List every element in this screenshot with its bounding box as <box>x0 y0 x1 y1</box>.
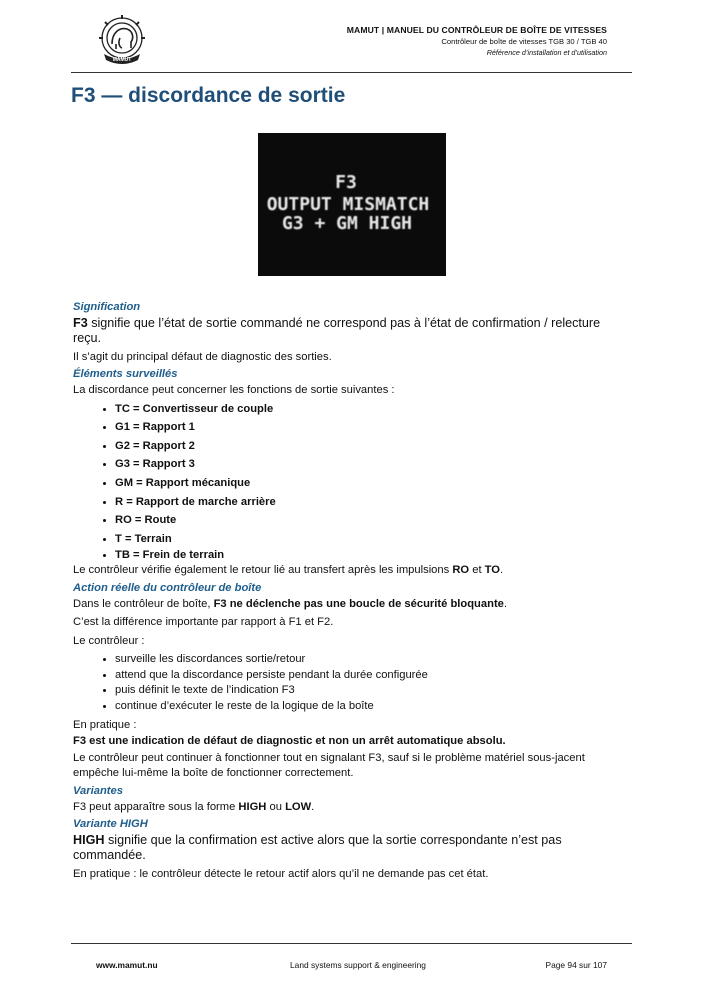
output-function-list <box>73 400 613 564</box>
action-paragraph-6: Le contrôleur peut continuer à fonctionner tout en signalant F3, sauf si le problème matériel sous-jacent empêche lui-même la boîte de fonctionner correctement. <box>73 751 585 780</box>
footer-divider <box>71 943 632 944</box>
action-paragraph-5: F3 est une indication de défaut de diagnostic et non un arrêt automatique absolu. <box>73 735 506 748</box>
action-paragraph-1: Dans le contrôleur de boîte, F3 ne déclenche pas une boucle de sécurité bloquante. <box>73 597 508 610</box>
list-item: • GM = Rapport mécanique <box>115 474 613 493</box>
list-item: • TB = Frein de terrain <box>115 548 613 563</box>
list-item: • attend que la discordance persiste pendant la durée configurée <box>115 668 613 684</box>
svg-text:MAMUT: MAMUT <box>112 57 132 63</box>
section-heading-action: Action réelle du contrôleur de boîte <box>73 581 262 594</box>
action-paragraph-2: C’est la différence importante par rapport à F1 et F2. <box>73 616 334 629</box>
variante-high-paragraph: HIGH signifie que la confirmation est active alors que la sortie correspondante n’est pas commandée. <box>73 832 562 863</box>
action-paragraph-4: En pratique : <box>73 718 137 731</box>
list-item: • TC = Convertisseur de couple <box>115 400 613 419</box>
controller-behaviour-list <box>73 652 613 714</box>
header-divider <box>71 72 632 73</box>
transfer-feedback-note: Le contrôleur vérifie également le retour lié au transfert après les impulsions RO et TO. <box>73 564 504 577</box>
elements-intro: La discordance peut concerner les fonctions de sortie suivantes : <box>73 383 395 396</box>
variante-high-note: En pratique : le contrôleur détecte le retour actif alors qu’il ne demande pas cet état. <box>73 868 489 880</box>
list-item: • T = Terrain <box>115 530 613 549</box>
header-reference: Référence d’installation et d’utilisation <box>486 48 607 57</box>
header-subtitle: Contrôleur de boîte de vitesses TGB 30 / TGB 40 <box>441 37 607 46</box>
footer-page-number: Page 94 sur 107 <box>545 960 607 970</box>
action-paragraph-3: Le contrôleur : <box>73 634 145 647</box>
section-heading-variante-high: Variante HIGH <box>73 818 148 831</box>
controller-display-image <box>258 133 446 276</box>
display-line-3: G3 + GM HIGH <box>281 213 413 234</box>
display-line-1: F3 <box>335 172 357 193</box>
signification-paragraph <box>73 316 613 347</box>
mamut-logo <box>94 14 150 66</box>
list-item: • G3 = Rapport 3 <box>115 455 613 474</box>
signification-note: Il s’agit du principal défaut de diagnostic des sorties. <box>73 350 332 363</box>
signification-text: signifie que l’état de sortie commandé ne correspond pas à l’état de confirmation / relecture reçu. <box>73 315 601 346</box>
footer-website-link[interactable]: www.mamut.nu <box>96 960 158 970</box>
page-header <box>347 25 607 57</box>
list-item: • G1 = Rapport 1 <box>115 418 613 437</box>
list-item: • puis définit le texte de l’indication F3 <box>115 683 613 699</box>
header-title: MAMUT | MANUEL DU CONTRÔLEUR DE BOÎTE DE VITESSES <box>346 25 607 35</box>
list-item: • continue d’exécuter le reste de la logique de la boîte <box>115 699 613 715</box>
list-item: • G2 = Rapport 2 <box>115 437 613 456</box>
variantes-paragraph: F3 peut apparaître sous la forme HIGH ou LOW. <box>73 800 315 813</box>
list-item: • R = Rapport de marche arrière <box>115 493 613 512</box>
section-heading-variantes: Variantes <box>73 785 123 798</box>
page-title: F3 — discordance de sortie <box>71 84 346 107</box>
footer-tagline: Land systems support & engineering <box>290 960 426 970</box>
section-heading-elements: Éléments surveillés <box>73 368 178 381</box>
section-heading-signification: Signification <box>73 301 141 313</box>
list-item: • RO = Route <box>115 511 613 530</box>
fault-code: F3 <box>73 315 88 330</box>
main-content <box>73 298 613 884</box>
list-item: • surveille les discordances sortie/retour <box>115 652 613 668</box>
display-line-2: OUTPUT MISMATCH <box>266 194 430 215</box>
